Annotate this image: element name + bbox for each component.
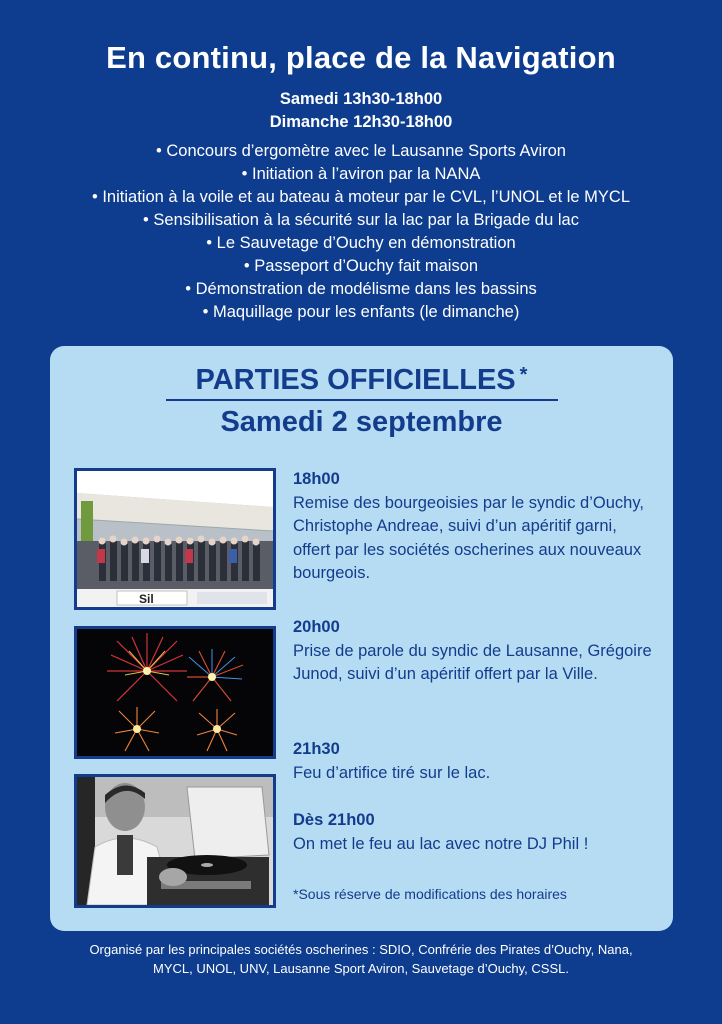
event-time: 20h00 [293,618,340,636]
activity-item: • Concours d’ergomètre avec le Lausanne Sports Aviron [156,142,566,160]
opening-times [0,88,722,134]
saturday-times: Samedi 13h30-18h00 [279,90,443,108]
official-heading [50,364,673,397]
event-description: Remise des bourgeoisies par le syndic d’Ouchy, Christophe Andreae, suivi d’un apéritif garni, offert par les sociétés oscherines aux nouveaux bourgeois. [293,493,644,582]
event-time: 18h00 [293,470,340,488]
dj-photo [74,774,276,908]
activity-item: • Initiation à la voile et au bateau à moteur par le CVL, l’UNOL et le MYCL [91,188,631,206]
header-section [0,40,722,324]
fireworks-photo [74,626,276,759]
activity-item: • Maquillage pour les enfants (le dimanche) [202,303,520,321]
activities-list [0,140,722,324]
event-time: Dès 21h00 [293,811,375,829]
official-date: Samedi 2 septembre [220,406,503,438]
organizers-footer [0,940,722,978]
footer-line-2: MYCL, UNOL, UNV, Lausanne Sport Aviron, Sauvetage d’Ouchy, CSSL. [153,961,569,976]
activity-item: • Le Sauvetage d’Ouchy en démonstration [206,234,516,252]
event-des-2100 [293,809,653,856]
heading-underline [166,399,558,401]
official-heading-text: PARTIES OFFICIELLES [195,364,516,396]
activity-item: • Démonstration de modélisme dans les bassins [185,280,537,298]
event-description: Feu d’artifice tiré sur le lac. [293,763,491,782]
event-description: Prise de parole du syndic de Lausanne, Grégoire Junod, suivi d’un apéritif offert par la Ville. [293,641,652,683]
activity-item: • Passeport d’Ouchy fait maison [243,257,479,275]
page-title: En continu, place de la Navigation [106,40,616,75]
schedule-note: *Sous réserve de modifications des horaires [293,886,567,902]
official-events-panel [50,346,673,931]
ceremony-photo [74,468,276,610]
official-heading-asterisk: * [519,364,528,386]
event-1800 [293,468,653,586]
footer-line-1: Organisé par les principales sociétés oscherines : SDIO, Confrérie des Pirates d’Ouchy, Nana, [89,942,633,957]
stage-banner-text: Sil [139,592,154,606]
activity-item: • Initiation à l’aviron par la NANA [241,165,481,183]
sunday-times: Dimanche 12h30-18h00 [269,113,453,131]
event-2130 [293,738,653,785]
activity-item: • Sensibilisation à la sécurité sur la lac par la Brigade du lac [143,211,579,229]
event-2000 [293,616,653,687]
event-description: On met le feu au lac avec notre DJ Phil ! [293,834,589,853]
event-time: 21h30 [293,740,340,758]
